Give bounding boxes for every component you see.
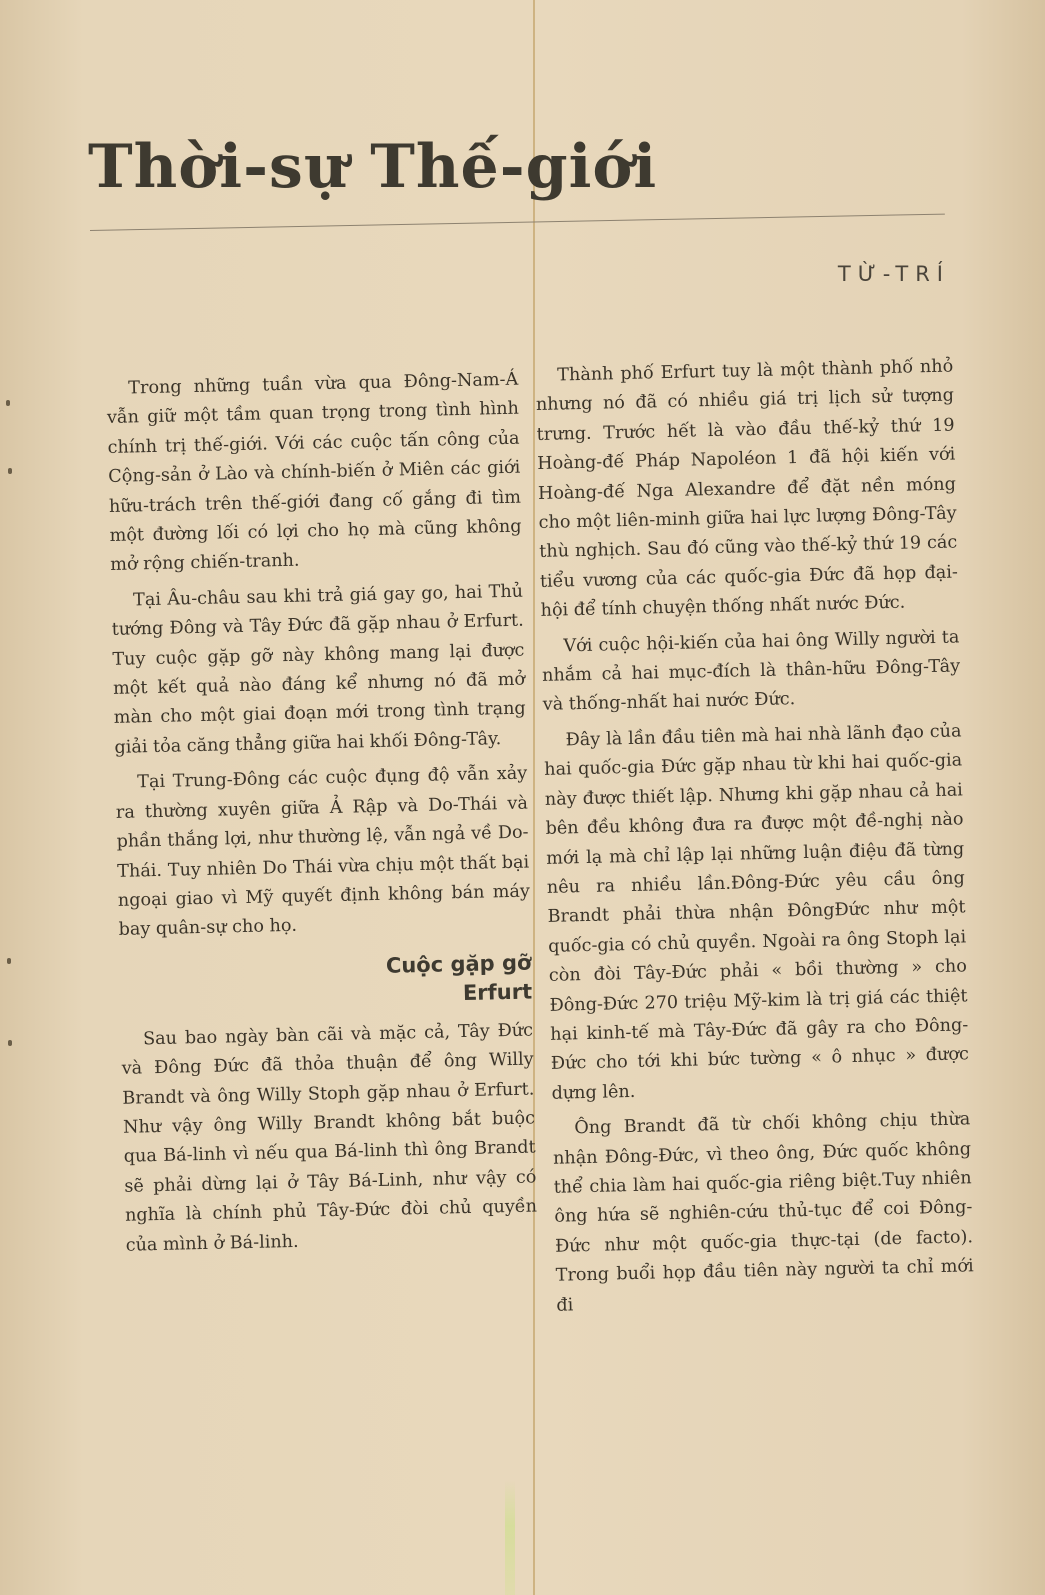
paragraph: Với cuộc hội-kiến của hai ông Willy người ta nhắm cả hai mục-đích là thân-hữu Đông-Tây và thống-nhất hai nước Đức. [541, 627, 961, 716]
paragraph: Trong những tuần vừa qua Đông-Nam-Á vẫn giữ một tầm quan trọng trong tình hình chính trị thế-giới. Với các cuộc tấn công của Cộng-sản ở Lào và chính-biến ở Miên các giới hữu-trách trên thế-giới đang cố gắng đi tìm một đường lối có lợi cho họ mà cũng không mở rộng chiến-tranh. [106, 369, 522, 576]
page-speck [7, 958, 11, 964]
title-divider [90, 214, 945, 231]
page-speck [8, 468, 12, 474]
section-subheading [119, 948, 532, 1015]
page-stain [505, 1480, 515, 1595]
paragraph: Tại Trung-Đông các cuộc đụng độ vẫn xảy ra thường xuyên giữa Ả Rập và Do-Thái và phần thắng lợi, như thường lệ, vẫn ngả về Do-Thái. Tuy nhiên Do Thái vừa chịu một thất bại ngoại giao vì Mỹ quyết định không bán máy bay quân-sự cho họ. [115, 763, 531, 941]
left-column [106, 366, 538, 1267]
paragraph: Sau bao ngày bàn cãi và mặc cả, Tây Đức và Đông Đức đã thỏa thuận để ông Willy Brandt và ông Willy Stoph gặp nhau ở Erfurt. Như vậy ông Willy Brandt không bắt buộc qua Bá-linh vì nếu qua Bá-linh thì ông Brandt sẽ phải dừng lại ở Tây Bá-Linh, như vậy có nghĩa là chính phủ Tây-Đức đòi chủ quyền của mình ở Bá-linh. [121, 1020, 538, 1256]
page-speck [8, 1040, 12, 1046]
article-title: Thời-sự Thế-giới [88, 132, 658, 202]
paragraph: Tại Âu-châu sau khi trả giá gay go, hai Thủ tướng Đông và Tây Đức đã gặp nhau ở Erfurt. Tuy cuộc gặp gỡ này không mang lại được một kết quả nào đáng kể nhưng nó đã mở màn cho một giai đoạn mới trong tình trạng giải tỏa căng thẳng giữa hai khối Đông-Tây. [111, 581, 526, 758]
page-speck [6, 400, 10, 406]
article-author: TỪ-TRÍ [837, 262, 950, 286]
right-column [535, 353, 975, 1327]
subheading-line: Cuộc gặp gỡ [385, 950, 532, 978]
paragraph: Thành phố Erfurt tuy là một thành phố nhỏ nhưng nó đã có nhiều giá trị lịch sử tượng trưng. Trước hết là vào đầu thế-kỷ thứ 19 Hoàng-đế Pháp Napoléon 1 đã hội kiến với Hoàng-đế Nga Alexandre để đặt nền móng cho một liên-minh giữa hai lực lượng Đông-Tây thù nghịch. Sau đó cũng vào thế-kỷ thứ 19 các tiểu vương của các quốc-gia Đức đã họp đại-hội để tính chuyện thống nhất nước Đức. [535, 356, 959, 622]
paragraph: Đây là lần đầu tiên mà hai nhà lãnh đạo của hai quốc-gia Đức gặp nhau từ khi hai quốc-gia này được thiết lập. Nhưng khi gặp nhau cả hai bên đều không đưa ra được một đề-nghị nào mới lạ mà chỉ lập lại những luận điệu đã từng nêu ra nhiều lần.Đông-Đức yêu cầu ông Brandt phải thừa nhận ĐôngĐức như một quốc-gia có chủ quyền. Ngoài ra ông Stoph lại còn đòi Tây-Đức phải « bồi thường » cho Đông-Đức 270 triệu Mỹ-kim là trị giá các thiệt hại kinh-tế mà Tây-Đức đã gây ra cho Đông-Đức cho tới khi bức tường « ô nhục » được dựng lên. [544, 721, 970, 1104]
page-fold [533, 0, 535, 1595]
paragraph: Ông Brandt đã từ chối không chịu thừa nhận Đông-Đức, vì theo ông, Đức quốc không thể chia làm hai quốc-gia riêng biệt.Tuy nhiên ông hứa sẽ nghiên-cứu thủ-tục để coi Đông-Đức như một quốc-gia thực-tại (de facto). Trong buổi họp đầu tiên này người ta chỉ mới đi [552, 1109, 974, 1316]
subheading-line: Erfurt [462, 979, 533, 1005]
